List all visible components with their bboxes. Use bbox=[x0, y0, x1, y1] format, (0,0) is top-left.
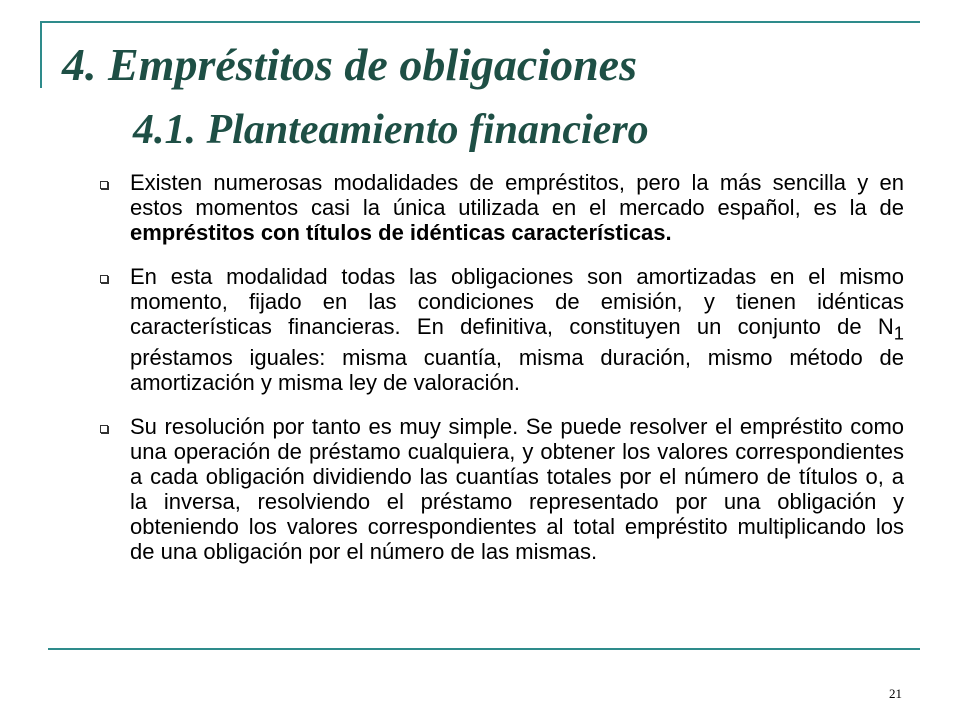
bullet-2-text-a: En esta modalidad todas las obligaciones son amortizadas en el mismo momento, fijado en las condiciones de emisión, y tienen idénticas características financieras. En definitiva, constituyen un conjunto de N bbox=[130, 264, 904, 339]
bullet-item-1 bbox=[96, 170, 904, 245]
slide-title: 4. Empréstitos de obligaciones bbox=[62, 39, 637, 90]
left-rule bbox=[40, 21, 42, 88]
bullet-2-text-b: préstamos iguales: misma cuantía, misma duración, mismo método de amortización y misma ley de valoración. bbox=[130, 345, 904, 396]
bottom-rule bbox=[48, 648, 920, 650]
bullet-item-3 bbox=[96, 414, 904, 564]
slide-subtitle: 4.1. Planteamiento financiero bbox=[133, 107, 649, 153]
bullet-1-text: Existen numerosas modalidades de empréstitos, pero la más sencilla y en estos momentos casi la única utilizada en el mercado español, es la de bbox=[130, 170, 904, 220]
top-rule bbox=[40, 21, 920, 23]
bullet-item-2 bbox=[96, 264, 904, 395]
bullet-2-subscript: 1 bbox=[893, 322, 904, 344]
bullet-1-bold-text: empréstitos con títulos de idénticas características. bbox=[130, 220, 672, 245]
square-bullet-icon bbox=[100, 275, 108, 283]
bullet-3-text: Su resolución por tanto es muy simple. Se puede resolver el empréstito como una operación de préstamo cualquiera, y obtener los valores correspondientes a cada obligación dividiendo las cuantías totales por el número de títulos o, a la inversa, resolviendo el préstamo representado por una obligación y obteniendo los valores correspondientes al total empréstito multiplicando los de una obligación por el número de las mismas. bbox=[130, 414, 904, 565]
bullet-list bbox=[96, 170, 904, 583]
page-number: 21 bbox=[889, 686, 902, 701]
square-bullet-icon bbox=[100, 425, 108, 433]
square-bullet-icon bbox=[100, 181, 108, 189]
